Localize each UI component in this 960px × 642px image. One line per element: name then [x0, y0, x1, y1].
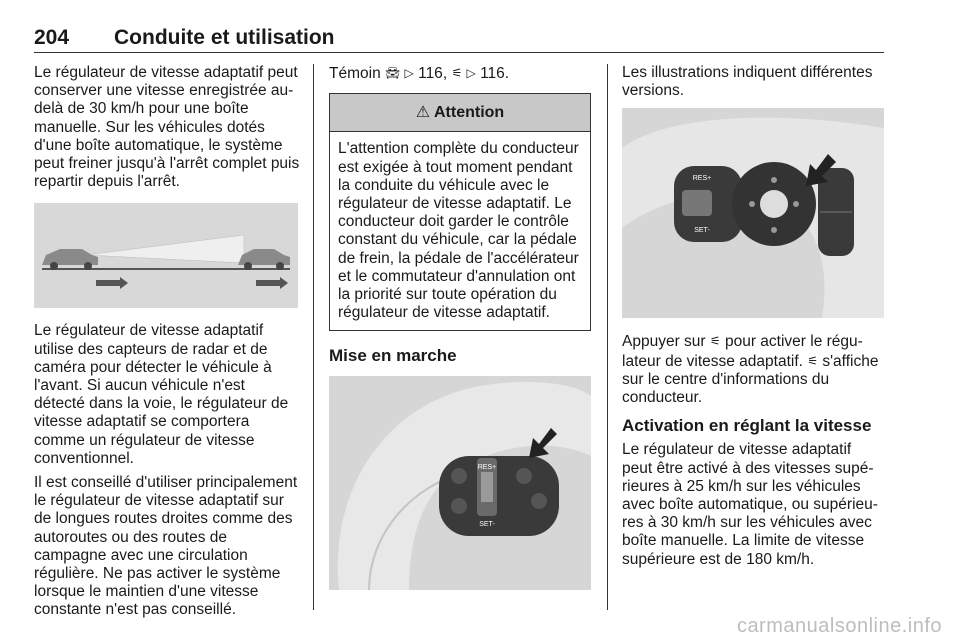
set-label: SET- [479, 520, 495, 528]
res-label: RES+ [692, 175, 712, 183]
paragraph-sensors: Le régulateur de vitesse adaptatif utilise des capteurs de radar et de caméra pour détecter le véhicule à l'avant. Si aucun véhicule n'est détecté dans la voie, le régulateur de vitesse adaptatif se comportera comme un régulateur de vitesse conventionnel. [34, 322, 289, 467]
page-ref-icon: ▷ [404, 66, 414, 80]
paragraph-versions: Les illustrations indiquent différentes versions. [622, 64, 873, 100]
page-title: Conduite et utilisation [114, 26, 335, 49]
watermark: carmanualsonline.info [736, 615, 942, 637]
column-1 [34, 64, 300, 626]
page-number: 204 [34, 26, 70, 49]
warning-text: L'attention complète du conducteur est exigée à tout moment pendant la conduite du véhicule avec le régulateur de vitesse adaptatif. Le conducteur doit garder le contrôle constant du véhicule, car la pédale de frein, la pédale de l'accélérateur et le commutateur d'annulation ont la priorité sur toute opération du régulateur de vitesse adaptatif. [338, 140, 579, 322]
warning-box [329, 93, 591, 331]
column-2 [329, 64, 591, 590]
warning-triangle-icon: ⚠ [415, 104, 431, 122]
warning-header: ⚠ Attention [330, 94, 590, 132]
section-heading-activation: Activation en réglant la vitesse [622, 416, 872, 436]
steering-wheel-illustration-1 [329, 376, 591, 590]
radar-illustration [34, 203, 298, 308]
set-label: SET- [694, 227, 710, 235]
page-header [34, 26, 884, 53]
acc-icon: ⚟ [451, 66, 463, 80]
page-ref-icon: ▷ [466, 66, 476, 80]
paragraph-activate: Appuyer sur ⚟ pour activer le régulateur de vitesse adaptatif. ⚟ s'affiche sur le centre d'informations du conducteur. [622, 333, 879, 407]
paragraph-recommendation: Il est conseillé d'utiliser principalement le régulateur de vitesse adaptatif sur de longues routes droites comme des autoroutes ou des routes de campagne avec une circulation régulière. Ne pas activer le système lorsque le maintien d'une vitesse constante n'est pas conseillé. [34, 474, 298, 619]
acc-icon: ⚟ [709, 334, 721, 349]
paragraph-intro: Le régulateur de vitesse adaptatif peut conserver une vitesse enregistrée au-delà de 30 km/h pour une boîte manuelle. Sur les véhicules dotés d'une boîte automatique, le système peut freiner jusqu'à l'arrêt complet puis repartir depuis l'arrêt. [34, 64, 300, 191]
steering-wheel-illustration-2 [622, 108, 884, 318]
section-heading-mise-en-marche: Mise en marche [329, 346, 457, 366]
column-divider-1 [313, 64, 314, 610]
temoin-line: Témoin 🚘︎ ▷ 116, ⚟ ▷ 116. [329, 65, 510, 82]
res-label: RES+ [477, 463, 497, 471]
column-3 [622, 64, 884, 575]
car-icon: 🚘︎ [385, 66, 401, 80]
column-divider-2 [607, 64, 608, 610]
paragraph-speed-limits: Le régulateur de vitesse adaptatif peut être activé à des vitesses supérieures à 25 km/h sur les véhicules avec boîte automatique, ou supérieures à 30 km/h sur les véhicules avec boîte manuelle. La limite de vitesse supérieure est de 180 km/h. [622, 441, 878, 568]
acc-icon: ⚟ [807, 353, 819, 368]
